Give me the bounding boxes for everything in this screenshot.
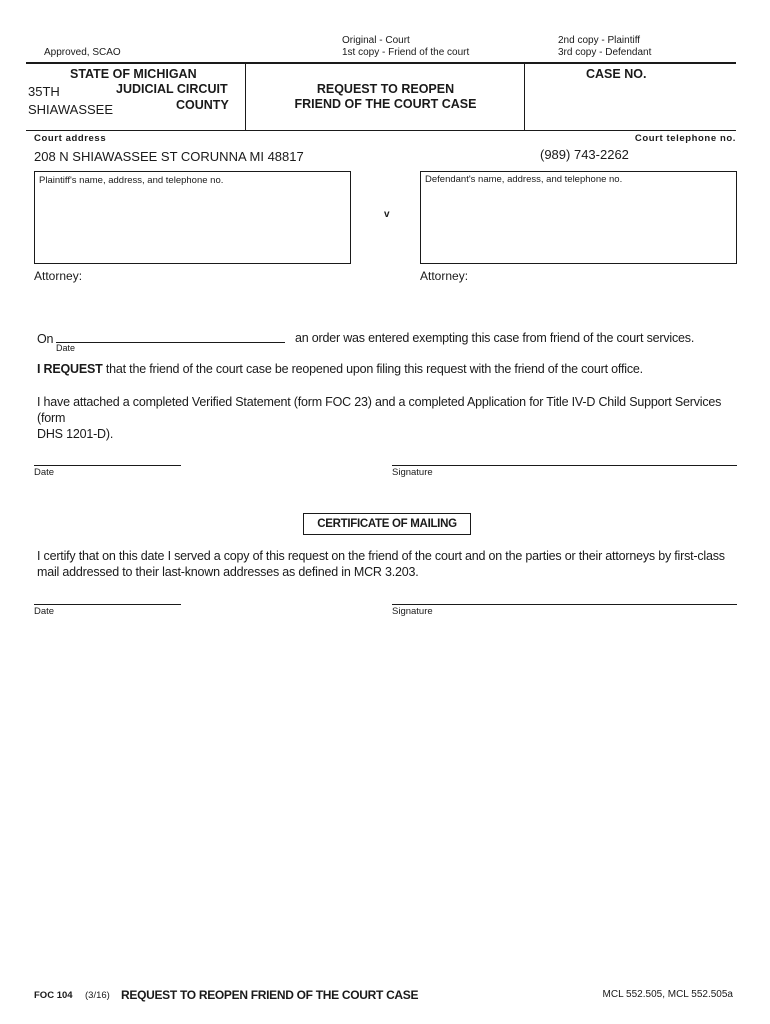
certificate-title: CERTIFICATE OF MAILING bbox=[317, 518, 457, 530]
court-phone-label: Court telephone no. bbox=[634, 133, 736, 144]
county-label: COUNTY bbox=[176, 98, 229, 112]
signature-label-1: Signature bbox=[392, 467, 433, 478]
defendant-attorney-label: Attorney: bbox=[420, 269, 469, 283]
date-label-2: Date bbox=[34, 606, 55, 617]
request-bold-label: I REQUEST bbox=[37, 362, 103, 376]
order-on-label: On bbox=[37, 332, 54, 346]
date-field-2[interactable] bbox=[34, 604, 181, 605]
approved-scao-label: Approved, SCAO bbox=[44, 47, 121, 58]
signature-field-1[interactable] bbox=[392, 465, 737, 466]
plaintiff-box[interactable] bbox=[34, 171, 351, 264]
case-no-label: CASE NO. bbox=[586, 67, 647, 81]
form-title bbox=[247, 82, 524, 112]
plaintiff-attorney-label: Attorney: bbox=[34, 269, 83, 283]
copies-left bbox=[342, 35, 469, 59]
judicial-circuit-label: JUDICIAL CIRCUIT bbox=[116, 82, 228, 96]
court-phone-value[interactable]: (989) 743-2262 bbox=[540, 147, 629, 162]
form-title-line2: FRIEND OF THE COURT CASE bbox=[294, 97, 477, 111]
header-divider-left bbox=[245, 63, 246, 130]
attached-paragraph bbox=[37, 394, 740, 442]
court-address-value[interactable]: 208 N SHIAWASSEE ST CORUNNA MI 48817 bbox=[34, 149, 304, 164]
case-no-field[interactable] bbox=[530, 82, 734, 126]
header-divider-right bbox=[524, 63, 525, 130]
county-name[interactable]: SHIAWASSEE bbox=[28, 102, 114, 117]
court-address-label: Court address bbox=[34, 133, 107, 144]
copy-second: 2nd copy - Plaintiff bbox=[558, 35, 641, 46]
defendant-box-label: Defendant's name, address, and telephone no. bbox=[425, 174, 623, 185]
copies-right bbox=[558, 35, 651, 59]
footer-form-number: FOC 104 bbox=[34, 990, 73, 1001]
footer-title: REQUEST TO REOPEN FRIEND OF THE COURT CASE bbox=[121, 988, 419, 1002]
form-title-line1: REQUEST TO REOPEN bbox=[316, 82, 455, 96]
date-label-1: Date bbox=[34, 467, 55, 478]
circuit-number[interactable]: 35TH bbox=[28, 84, 60, 99]
copy-first: 1st copy - Friend of the court bbox=[342, 47, 470, 58]
header-bottom-rule bbox=[26, 130, 736, 131]
signature-field-2[interactable] bbox=[392, 604, 737, 605]
date-field-1[interactable] bbox=[34, 465, 181, 466]
signature-label-2: Signature bbox=[392, 606, 433, 617]
request-paragraph bbox=[37, 362, 643, 376]
footer-mcl: MCL 552.505, MCL 552.505a bbox=[602, 989, 733, 1000]
certificate-title-box bbox=[303, 513, 471, 535]
copy-original: Original - Court bbox=[342, 35, 410, 46]
attached-line2: DHS 1201-D). bbox=[37, 427, 114, 441]
certificate-paragraph bbox=[37, 548, 740, 580]
order-date-label: Date bbox=[56, 343, 76, 353]
request-text: that the friend of the court case be reopened upon filing this request with the friend of the court office. bbox=[102, 362, 643, 376]
certificate-line2: mail addressed to their last-known addresses as defined in MCR 3.203. bbox=[37, 565, 419, 579]
versus-label: v bbox=[384, 209, 390, 220]
attached-line1: I have attached a completed Verified Statement (form FOC 23) and a completed Application for Title IV-D Child Support Services (form bbox=[37, 395, 722, 425]
defendant-box[interactable] bbox=[420, 171, 737, 264]
certificate-line1: I certify that on this date I served a copy of this request on the friend of the court and on the parties or their attorneys by first-class bbox=[37, 549, 725, 563]
plaintiff-box-label: Plaintiff's name, address, and telephone no. bbox=[39, 175, 224, 186]
copy-third: 3rd copy - Defendant bbox=[558, 47, 652, 58]
order-date-field[interactable] bbox=[56, 342, 285, 343]
state-label: STATE OF MICHIGAN bbox=[70, 67, 197, 81]
footer-revision: (3/16) bbox=[85, 990, 110, 1001]
header-top-rule bbox=[26, 62, 736, 64]
order-text: an order was entered exempting this case from friend of the court services. bbox=[295, 331, 695, 345]
